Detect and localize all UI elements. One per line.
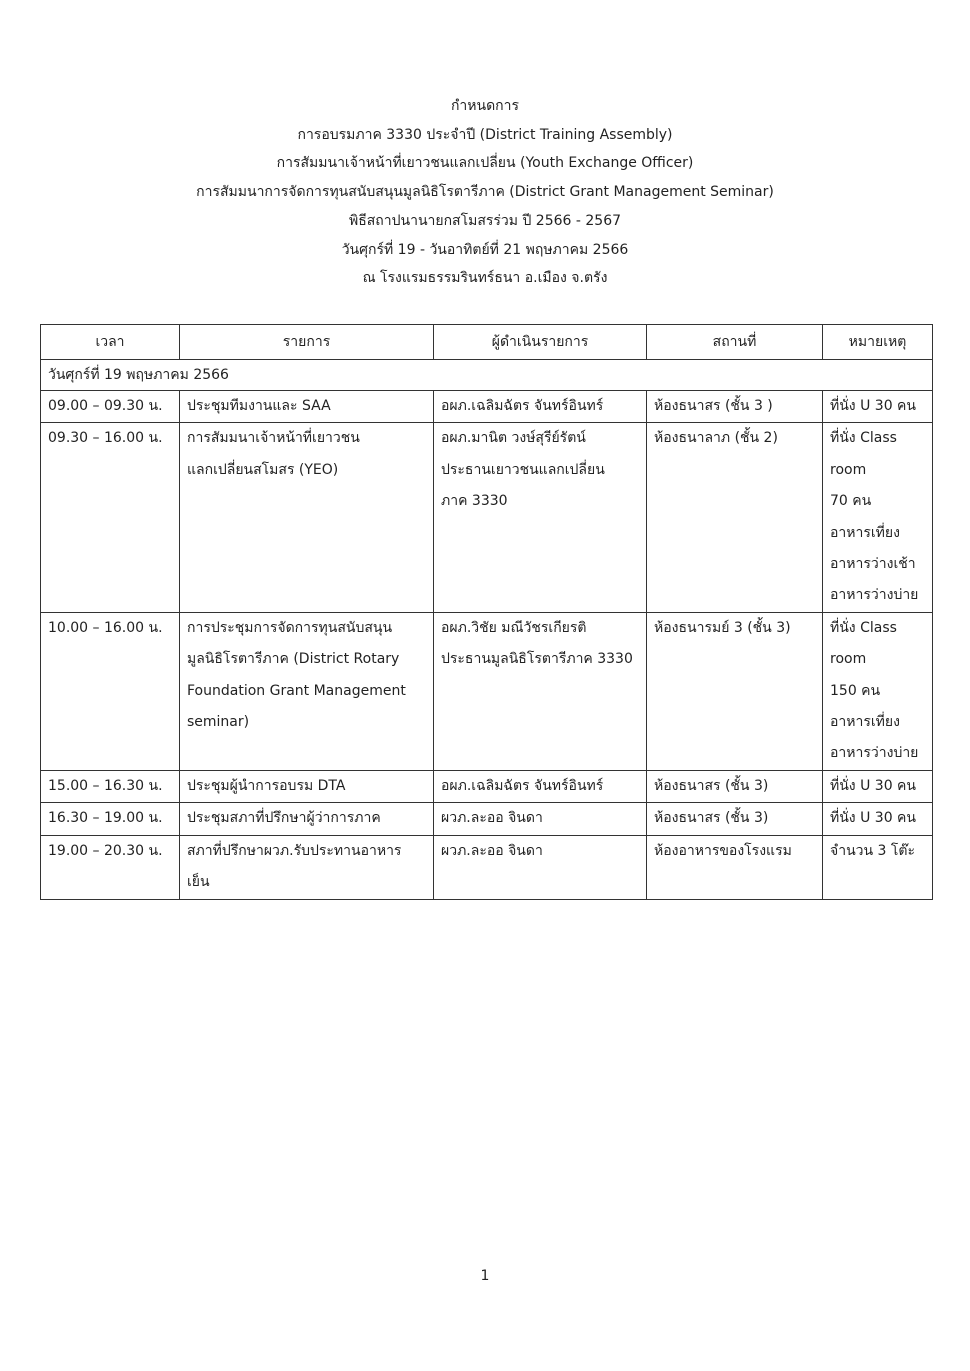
cell-note-line: จำนวน 3 โต๊ะ (830, 842, 916, 859)
cell-note (823, 803, 933, 835)
table-row (41, 803, 933, 835)
cell-host (434, 835, 647, 899)
page-number: 1 (480, 1268, 490, 1284)
table-header-row (41, 325, 933, 360)
cell-note (823, 612, 933, 770)
cell-time: 09.30 – 16.00 น. (41, 423, 180, 612)
cell-item-line: seminar) (187, 714, 250, 731)
header-host: ผู้ดำเนินรายการ (434, 325, 647, 360)
cell-note-line: ที่นั่ง Class (830, 619, 897, 636)
header-time: เวลา (41, 325, 180, 360)
cell-item-line: การประชุมการจัดการทุนสนับสนุน (187, 619, 393, 636)
cell-host-line: ผวภ.ละออ จินดา (441, 842, 543, 859)
cell-venue-line: ห้องธนาสร (ชั้น 3 ) (654, 398, 773, 414)
cell-note-line: ที่นั่ง Class (830, 430, 897, 447)
cell-venue (647, 803, 823, 835)
cell-item (180, 423, 434, 612)
cell-item-line: สภาที่ปรึกษาผวภ.รับประทานอาหาร (187, 842, 402, 859)
cell-host-line: อผภ.เฉลิมฉัตร จันทร์อินทร์ (441, 398, 604, 414)
header-venue: สถานที่ (647, 325, 823, 360)
heading-training-assembly: การอบรมภาค 3330 ประจำปี (District Training Assembly) (297, 126, 673, 143)
heading-dates: วันศุกร์ที่ 19 - วันอาทิตย์ที่ 21 พฤษภาคม 2566 (341, 241, 629, 258)
cell-item (180, 770, 434, 802)
table-row (41, 423, 933, 612)
cell-note-line: อาหารว่างเช้า (830, 556, 916, 573)
heading-installation: พิธีสถาปนานายกสโมสรร่วม ปี 2566 - 2567 (348, 212, 622, 229)
cell-host (434, 803, 647, 835)
day-row (41, 360, 933, 391)
cell-venue-line: ห้องธนาลาภ (ชั้น 2) (654, 430, 778, 447)
table-row (41, 612, 933, 770)
cell-item-line: แลกเปลี่ยนสโมสร (YEO) (187, 461, 339, 478)
cell-host-line: ผวภ.ละออ จินดา (441, 810, 543, 827)
cell-venue-line: ห้องอาหารของโรงแรม (654, 842, 792, 859)
cell-host-line: อผภ.วิชัย มณีวัชรเกียรติ (441, 619, 587, 636)
cell-time: 19.00 – 20.30 น. (41, 835, 180, 899)
cell-venue-line: ห้องธนาสร (ชั้น 3) (654, 777, 769, 794)
cell-host (434, 770, 647, 802)
cell-time: 16.30 – 19.00 น. (41, 803, 180, 835)
cell-venue (647, 835, 823, 899)
cell-item-line: Foundation Grant Management (187, 682, 406, 699)
cell-note-line: อาหารว่างบ่าย (830, 745, 919, 762)
header-note: หมายเหตุ (823, 325, 933, 360)
cell-note (823, 423, 933, 612)
cell-host (434, 423, 647, 612)
cell-item (180, 391, 434, 423)
cell-host-line: ประธานเยาวชนแลกเปลี่ยน (441, 461, 605, 478)
cell-item-line: การสัมมนาเจ้าหน้าที่เยาวชน (187, 430, 360, 447)
cell-note-line: ที่นั่ง U 30 คน (830, 810, 916, 827)
cell-item-line: ประชุมผู้นำการอบรม DTA (187, 777, 346, 794)
cell-host (434, 391, 647, 423)
cell-host (434, 612, 647, 770)
heading-youth-exchange: การสัมมนาเจ้าหน้าที่เยาวชนแลกเปลี่ยน (Youth Exchange Officer) (276, 155, 694, 172)
cell-note-line: 70 คน (830, 493, 872, 510)
cell-item (180, 803, 434, 835)
cell-note-line: ที่นั่ง U 30 คน (830, 777, 916, 794)
heading-venue: ณ โรงแรมธรรมรินทร์ธนา อ.เมือง จ.ตรัง (362, 270, 608, 287)
cell-note-line: ที่นั่ง U 30 คน (830, 398, 916, 414)
cell-note-line: room (830, 651, 867, 668)
cell-note-line: อาหารเที่ยง (830, 524, 900, 541)
heading-grant-seminar: การสัมมนาการจัดการทุนสนับสนุนมูลนิธิโรตารีภาค (District Grant Management Seminar) (196, 184, 774, 201)
header-item: รายการ (180, 325, 434, 360)
cell-note-line: อาหารว่างบ่าย (830, 587, 919, 604)
day-label: วันศุกร์ที่ 19 พฤษภาคม 2566 (41, 360, 933, 391)
cell-item (180, 835, 434, 899)
cell-time: 09.00 – 09.30 น. (41, 391, 180, 423)
schedule-table (40, 324, 933, 900)
table-row (41, 391, 933, 423)
cell-item-line: มูลนิธิโรตารีภาค (District Rotary (187, 651, 400, 668)
cell-note (823, 835, 933, 899)
cell-host-line: อผภ.เฉลิมฉัตร จันทร์อินทร์ (441, 777, 604, 794)
cell-venue (647, 770, 823, 802)
cell-note-line: room (830, 461, 867, 478)
cell-note-line: อาหารเที่ยง (830, 714, 900, 731)
cell-host-line: อผภ.มานิต วงษ์สุรีย์รัตน์ (441, 430, 586, 447)
cell-time: 15.00 – 16.30 น. (41, 770, 180, 802)
cell-venue-line: ห้องธนารมย์ 3 (ชั้น 3) (654, 619, 791, 636)
table-row (41, 835, 933, 899)
cell-item-line: ประชุมทีมงานและ SAA (187, 398, 331, 414)
cell-time: 10.00 – 16.00 น. (41, 612, 180, 770)
cell-host-line: ภาค 3330 (441, 493, 508, 510)
cell-note (823, 770, 933, 802)
heading-title: กำหนดการ (450, 98, 520, 114)
cell-venue (647, 423, 823, 612)
cell-item-line: ประชุมสภาที่ปรึกษาผู้ว่าการภาค (187, 810, 381, 827)
document-heading (0, 92, 970, 293)
table-row (41, 770, 933, 802)
cell-host-line: ประธานมูลนิธิโรตารีภาค 3330 (441, 651, 633, 668)
cell-note-line: 150 คน (830, 682, 881, 699)
cell-venue (647, 391, 823, 423)
cell-venue (647, 612, 823, 770)
cell-item (180, 612, 434, 770)
cell-note (823, 391, 933, 423)
cell-venue-line: ห้องธนาสร (ชั้น 3) (654, 810, 769, 827)
cell-item-line: เย็น (187, 874, 210, 891)
